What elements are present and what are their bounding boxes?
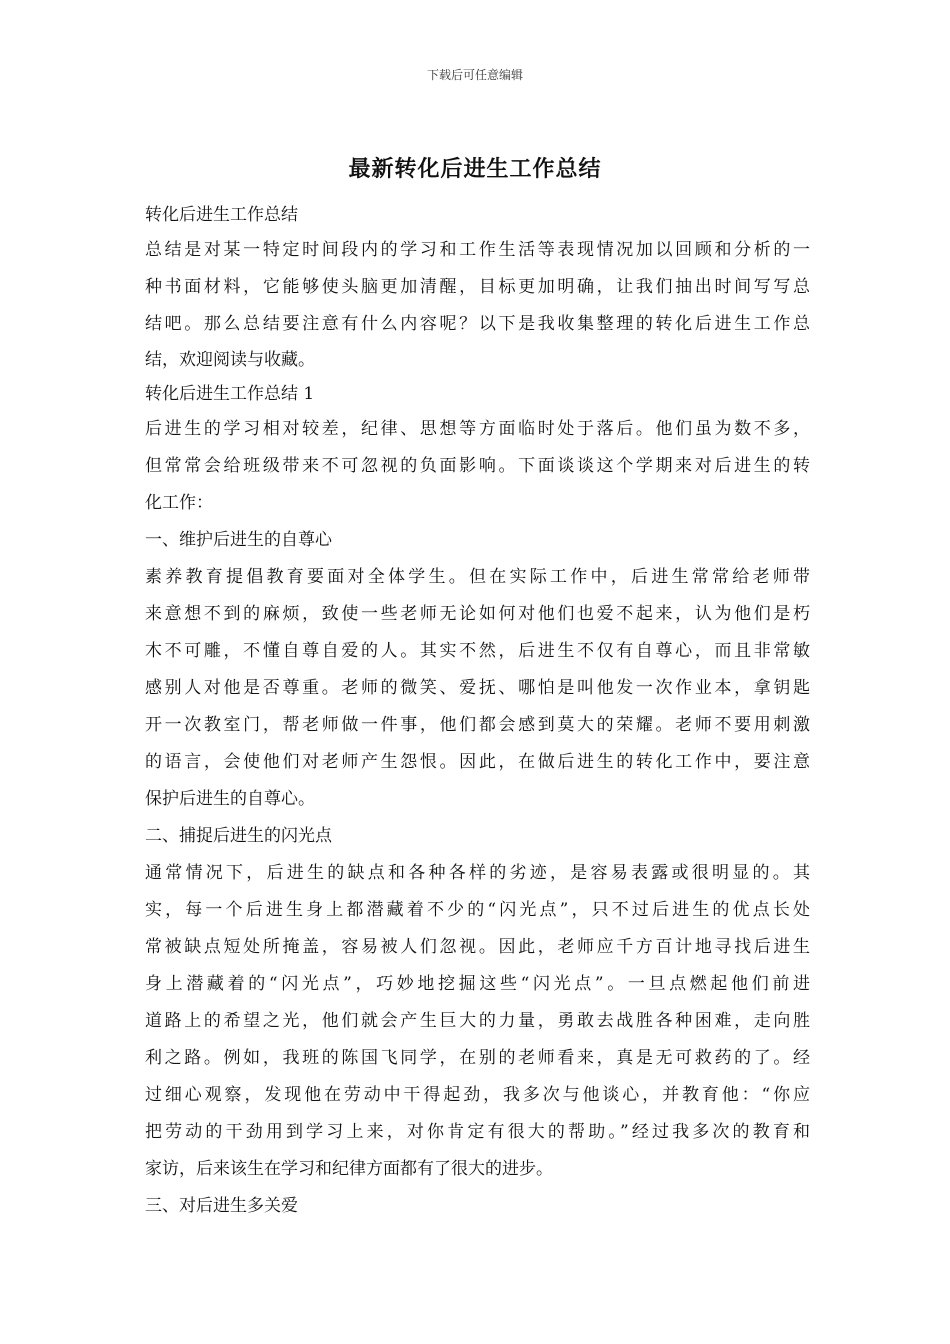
body-line: 利之路。例如，我班的陈国飞同学，在别的老师看来，真是无可救药的了。经 (145, 1048, 810, 1068)
body-line: 通常情况下，后进生的缺点和各种各样的劣迹，是容易表露或很明显的。其 (145, 863, 810, 883)
body-line: 保护后进生的自尊心。 (145, 789, 315, 809)
body-line: 结吧。那么总结要注意有什么内容呢？以下是我收集整理的转化后进生工作总 (145, 314, 810, 334)
body-line: 转化后进生工作总结 (145, 205, 298, 225)
body-line: 家访，后来该生在学习和纪律方面都有了很大的进步。 (145, 1159, 553, 1179)
body-line: 来意想不到的麻烦，致使一些老师无论如何对他们也爱不起来，认为他们是朽 (145, 604, 810, 624)
body-line: 结，欢迎阅读与收藏。 (145, 350, 315, 370)
body-line: 木不可雕，不懂自尊自爱的人。其实不然，后进生不仅有自尊心，而且非常敏 (145, 641, 810, 661)
body-line: 化工作： (145, 493, 213, 513)
body-line: 后进生的学习相对较差，纪律、思想等方面临时处于落后。他们虽为数不多， (145, 419, 810, 439)
document-title: 最新转化后进生工作总结 (348, 156, 602, 182)
body-line: 感别人对他是否尊重。老师的微笑、爱抚、哪怕是叫他发一次作业本，拿钥匙 (145, 678, 810, 698)
body-line: 素养教育提倡教育要面对全体学生。但在实际工作中，后进生常常给老师带 (145, 567, 810, 587)
body-line: 但常常会给班级带来不可忽视的负面影响。下面谈谈这个学期来对后进生的转 (145, 456, 810, 476)
header-note: 下载后可任意编辑 (426, 68, 523, 82)
body-line: 的语言，会使他们对老师产生怨恨。因此，在做后进生的转化工作中，要注意 (145, 752, 810, 772)
body-line: 种书面材料，它能够使头脑更加清醒，目标更加明确，让我们抽出时间写写总 (145, 277, 810, 297)
body-line: 一、维护后进生的自尊心 (145, 530, 332, 550)
document-body (145, 198, 810, 1225)
body-line: 总结是对某一特定时间段内的学习和工作生活等表现情况加以回顾和分析的一 (145, 240, 810, 260)
body-line: 过细心观察，发现他在劳动中干得起劲，我多次与他谈心，并教育他：“你应 (145, 1085, 810, 1105)
body-line: 二、捕捉后进生的闪光点 (145, 826, 332, 846)
body-line: 实，每一个后进生身上都潜藏着不少的“闪光点”，只不过后进生的优点长处 (145, 900, 810, 920)
body-line: 开一次教室门，帮老师做一件事，他们都会感到莫大的荣耀。老师不要用刺激 (145, 715, 810, 735)
body-line: 转化后进生工作总结 1 (145, 384, 315, 404)
body-line: 三、对后进生多关爱 (145, 1196, 298, 1216)
body-line: 常被缺点短处所掩盖，容易被人们忽视。因此，老师应千方百计地寻找后进生 (145, 937, 810, 957)
body-line: 道路上的希望之光，他们就会产生巨大的力量，勇敢去战胜各种困难，走向胜 (145, 1011, 810, 1031)
body-line: 身上潜藏着的“闪光点”，巧妙地挖掘这些“闪光点”。一旦点燃起他们前进 (145, 974, 810, 994)
body-line: 把劳动的干劲用到学习上来，对你肯定有很大的帮助。”经过我多次的教育和 (145, 1122, 810, 1142)
